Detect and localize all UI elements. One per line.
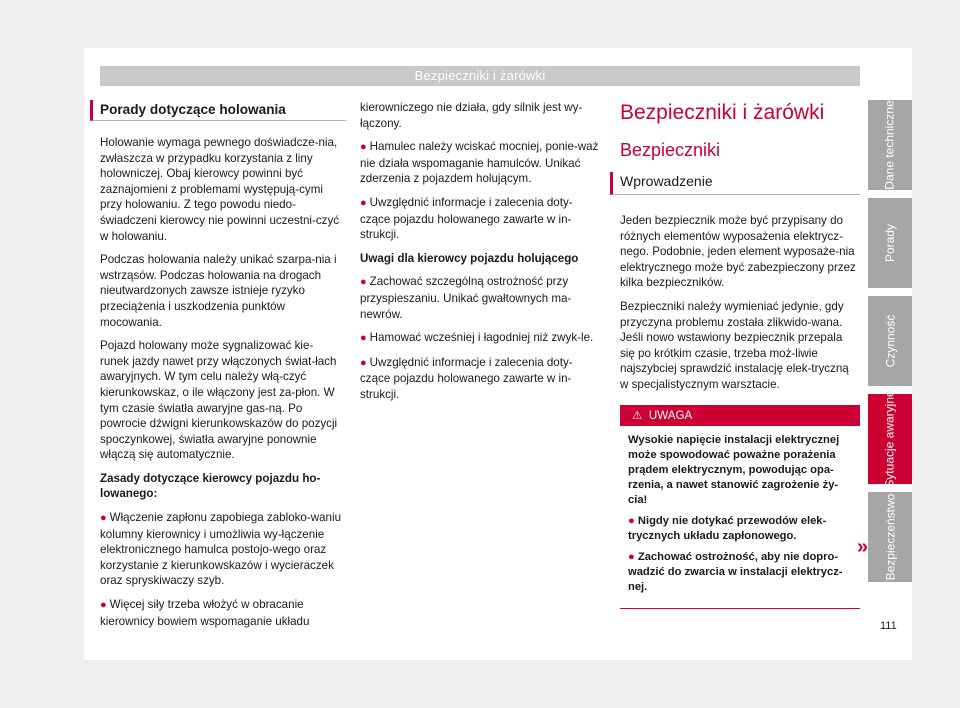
page-number: 111 [880, 620, 897, 632]
bullet-text: Nigdy nie dotykać przewodów elek-trycznych układu zapłonowego. [628, 514, 827, 542]
tab-label: Sytuacje awaryjne [883, 390, 898, 488]
bullet-text: Uwzględnić informacje i zalecenia doty-czące pojazdu holowanego zawarte w in-strukcji. [360, 195, 573, 242]
paragraph: Jeden bezpiecznik może być przypisany do różnych elementów wyposażenia elektrycz-nego. Podobnie, jeden element wyposaże-nia elektrycznego może być zabezpieczony przez kilka bezpieczników. [620, 214, 856, 290]
column-3 [620, 100, 860, 609]
bullet-dot-icon: ● [360, 332, 367, 345]
bullet-text: Więcej siły trzeba włożyć w obracanie kierownicy bowiem wspomaganie układu [100, 598, 310, 628]
tab-czynnosc[interactable] [868, 296, 912, 386]
bullet-item [100, 597, 342, 629]
bullet-dot-icon: ● [628, 514, 635, 527]
column-2 [360, 100, 602, 411]
bullet-text: Zachować szczególną ostrożność przy przyspieszaniu. Unikać gwałtownych ma-newrów. [360, 275, 572, 321]
bullet-item [360, 139, 602, 187]
subheading: Uwagi dla kierowcy pojazdu holującego [360, 251, 579, 265]
tab-dane-techniczne[interactable] [868, 100, 912, 190]
warning-label: UWAGA [648, 408, 693, 422]
tab-bezpieczenstwo[interactable] [868, 492, 912, 582]
tab-sytuacje-awaryjne[interactable] [868, 390, 912, 488]
column-1 [100, 100, 342, 637]
tab-porady[interactable] [868, 198, 912, 288]
bullet-text: Włączenie zapłonu zapobiega zabloko-waniu kolumny kierownicy i umożliwia wy-łączenie elektronicznego hamulca postojo-wego oraz korzystanie z kierunkowskazów i wycieraczek oraz spryskiwaczy szyb. [100, 511, 342, 588]
paragraph: kierowniczego nie działa, gdy silnik jest wy-łączony. [360, 101, 583, 130]
paragraph: Pojazd holowany może sygnalizować kie-runek jazdy nawet przy włączonych świat-łach awaryjnych. W tym celu należy włą-czyć kierunkowskaz, o ile włączony jest za-płon. W tym czasie światła awaryjne gas-ną. Po powrocie dźwigni kierunkowskazów do pozycji spoczynkowej, światła awaryjne ponownie włączą się automatycznie. [100, 339, 338, 462]
subheading: Zasady dotyczące kierowcy pojazdu ho-lowanego: [100, 471, 321, 501]
tab-label: Dane techniczne [883, 100, 898, 190]
bullet-text: Zachować ostrożność, aby nie dopro-wadzić do zwarcia w instalacji elektrycz-nej. [628, 550, 843, 593]
tab-label: Porady [883, 223, 897, 263]
paragraph: Holowanie wymaga pewnego doświadcze-nia, zwłaszcza w przypadku korzystania z liny holowniczej. Obaj kierowcy powinni być zaznajomieni z problemami występują-cymi przy holowaniu. Z tego powodu niedo-świadczeni kierowcy nie powinni uczestni-czyć w holowaniu. [100, 136, 340, 243]
bullet-item [628, 514, 852, 544]
section-title: Porady dotyczące holowania [90, 100, 346, 121]
bullet-item [628, 550, 852, 595]
warning-triangle-icon: ⚠ [632, 408, 643, 422]
bullet-dot-icon: ● [100, 512, 107, 525]
bullet-dot-icon: ● [360, 356, 367, 369]
side-tabs [868, 100, 912, 590]
paragraph: Bezpieczniki należy wymieniać jedynie, gdy przyczyna problemu została zlikwido-wana. Jeśli nowo wstawiony bezpiecznik przepala się po krótkim czasie, trzeba moż-liwie najszybciej sprawdzić instalację elek-tryczną w specjalistycznym warsztacie. [620, 299, 849, 391]
bullet-text: Uwzględnić informacje i zalecenia doty-czące pojazdu holowanego zawarte w in-strukcji. [360, 355, 573, 401]
bullet-dot-icon: ● [360, 196, 367, 209]
warning-text: Wysokie napięcie instalacji elektrycznej może spowodować poważne porażenia prądem elektrycznym, powodując opa-rzenia, a nawet stanowić zagrożenie ży-cia! [628, 433, 840, 506]
bullet-text: Hamować wcześniej i łagodniej niż zwyk-le. [369, 331, 594, 345]
warning-box [620, 405, 860, 609]
bullet-dot-icon: ● [100, 599, 107, 612]
subsection-title: Wprowadzenie [610, 172, 860, 195]
bullet-dot-icon: ● [628, 550, 635, 563]
tab-label: Czynność [883, 314, 897, 368]
section-heading: Bezpieczniki [620, 140, 721, 160]
chapter-title: Bezpieczniki i żarówki [620, 101, 825, 124]
continue-arrow-icon: » [857, 536, 869, 558]
bullet-text: Hamulec należy wciskać mocniej, ponie-waż nie działa wspomaganie hamulców. Unikać zderzenia z pojazdem holującym. [360, 140, 599, 186]
bullet-dot-icon: ● [360, 276, 367, 289]
bullet-item [360, 330, 602, 347]
warning-header [620, 406, 860, 426]
tab-label: Bezpieczeństwo [883, 493, 897, 581]
paragraph: Podczas holowania należy unikać szarpa-nia i wstrząsów. Podczas holowania na drogach nieutwardzonych zawsze istnieje ryzyko przeciążenia i uszkodzenia punktów mocowania. [100, 253, 337, 329]
bullet-item [100, 510, 342, 589]
bullet-item [360, 355, 602, 403]
bullet-dot-icon: ● [360, 141, 367, 154]
chapter-header: Bezpieczniki i żarówki [100, 66, 860, 86]
bullet-item [360, 274, 602, 322]
warning-body [620, 426, 860, 608]
bullet-item [360, 195, 602, 243]
